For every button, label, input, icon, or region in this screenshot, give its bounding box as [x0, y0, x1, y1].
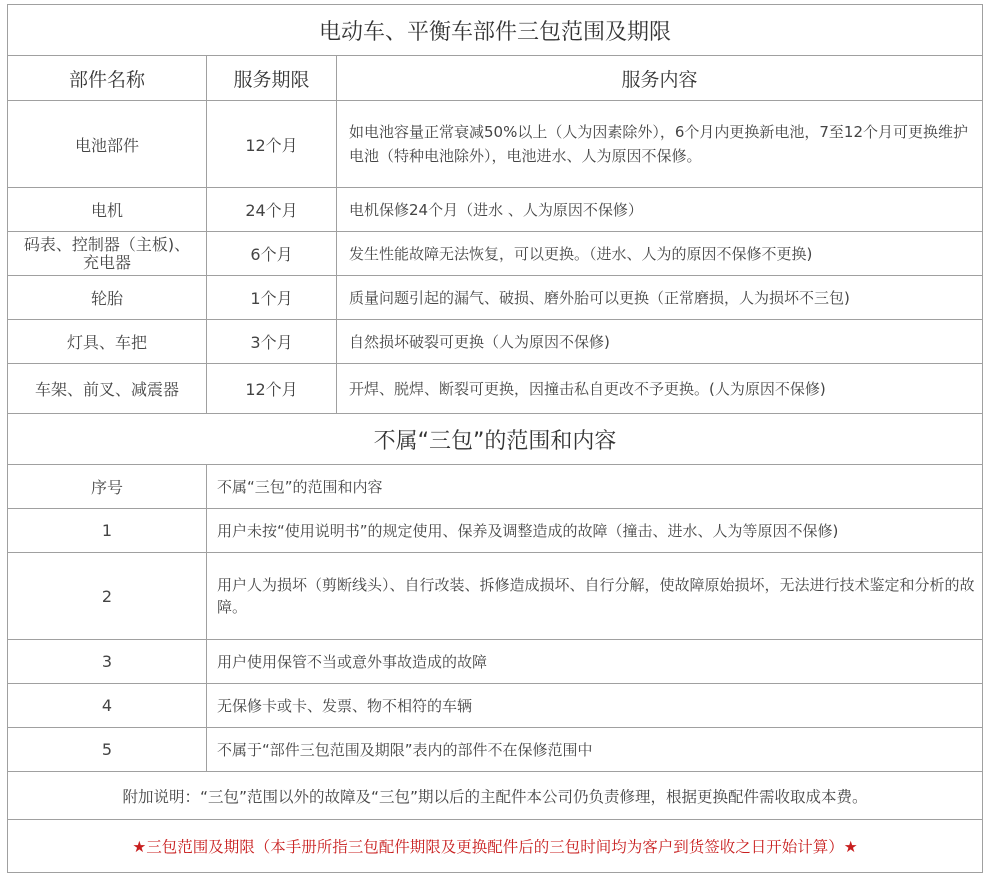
service-content: 质量问题引起的漏气、破损、磨外胎可以更换（正常磨损，人为损坏不三包) [337, 276, 983, 320]
exclusion-content: 用户使用保管不当或意外事故造成的故障 [207, 640, 983, 684]
header-service-content: 服务内容 [337, 56, 983, 101]
table-row [8, 320, 983, 364]
header-part-name: 部件名称 [8, 56, 207, 101]
part-name: 轮胎 [8, 276, 207, 320]
part-name: 电池部件 [8, 101, 207, 188]
service-content: 开焊、脱焊、断裂可更换，因撞击私自更改不予更换。(人为原因不保修) [337, 364, 983, 414]
header-service-period: 服务期限 [207, 56, 337, 101]
exclusion-content: 用户未按“使用说明书”的规定使用、保养及调整造成的故障（撞击、进水、人为等原因不保修) [207, 509, 983, 553]
service-period: 12个月 [207, 101, 337, 188]
warranty-document [7, 4, 983, 873]
header-exclusion-content: 不属“三包”的范围和内容 [207, 465, 983, 509]
table-row [8, 232, 983, 276]
exclusion-content: 无保修卡或卡、发票、物不相符的车辆 [207, 684, 983, 728]
service-period: 24个月 [207, 188, 337, 232]
table-row [8, 728, 983, 772]
serial-number: 3 [8, 640, 207, 684]
warranty-table-title: 电动车、平衡车部件三包范围及期限 [8, 5, 983, 56]
service-period: 12个月 [207, 364, 337, 414]
serial-number: 4 [8, 684, 207, 728]
table-row [8, 276, 983, 320]
header-serial-number: 序号 [8, 465, 207, 509]
exclusion-content: 用户人为损坏（剪断线头）、自行改装、拆修造成损坏、自行分解，使故障原始损坏，无法进行技术鉴定和分析的故障。 [207, 553, 983, 640]
service-content: 如电池容量正常衰减50%以上（人为因素除外），6个月内更换新电池，7至12个月可更换维护电池（特种电池除外），电池进水、人为原因不保修。 [337, 101, 983, 188]
table-row [8, 188, 983, 232]
exclusion-content: 不属于“部件三包范围及期限”表内的部件不在保修范围中 [207, 728, 983, 772]
service-period: 1个月 [207, 276, 337, 320]
table-row [8, 640, 983, 684]
table-row [8, 101, 983, 188]
additional-note: 附加说明：“三包”范围以外的故障及“三包”期以后的主配件本公司仍负责修理，根据更换配件需收取成本费。 [8, 772, 983, 820]
part-name: 灯具、车把 [8, 320, 207, 364]
serial-number: 1 [8, 509, 207, 553]
part-name: 车架、前叉、减震器 [8, 364, 207, 414]
service-period: 6个月 [207, 232, 337, 276]
table-row [8, 684, 983, 728]
part-name: 电机 [8, 188, 207, 232]
service-content: 自然损坏破裂可更换（人为原因不保修) [337, 320, 983, 364]
table-row [8, 509, 983, 553]
service-period: 3个月 [207, 320, 337, 364]
table-row [8, 364, 983, 414]
serial-number: 5 [8, 728, 207, 772]
exclusions-table-title: 不属“三包”的范围和内容 [8, 414, 983, 465]
part-name: 码表、控制器（主板)、充电器 [8, 232, 207, 276]
service-content: 电机保修24个月（进水 、人为原因不保修） [337, 188, 983, 232]
serial-number: 2 [8, 553, 207, 640]
warranty-footer-notice: ★三包范围及期限（本手册所指三包配件期限及更换配件后的三包时间均为客户到货签收之日开始计算）★ [8, 820, 983, 873]
service-content: 发生性能故障无法恢复，可以更换。（进水、人为的原因不保修不更换) [337, 232, 983, 276]
table-row [8, 553, 983, 640]
